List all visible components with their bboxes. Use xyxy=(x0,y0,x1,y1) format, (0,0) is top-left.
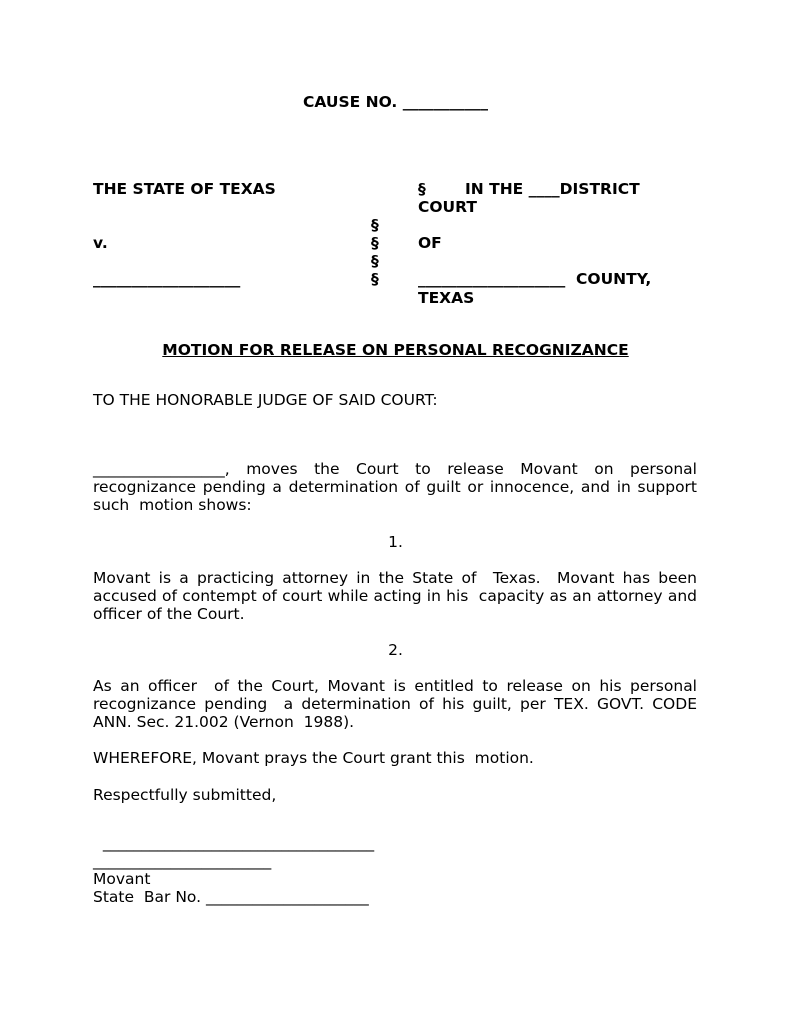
intro-line: _________________, moves the Court to release Movant on personal xyxy=(93,460,697,478)
court-line-3: OF xyxy=(418,234,442,252)
prayer-paragraph: WHEREFORE, Movant prays the Court grant this motion. xyxy=(93,749,534,767)
section-line: recognizance pending a determination of his guilt, per TEX. GOVT. CODE xyxy=(93,695,697,713)
section-number: 2. xyxy=(388,641,403,659)
state-bar-number: State Bar No. _____________________ xyxy=(93,888,369,906)
intro-line: recognizance pending a determination of guilt or innocence, and in support xyxy=(93,478,697,496)
cause-number: CAUSE NO. ___________ xyxy=(303,93,488,111)
section-line: Movant is a practicing attorney in the State of Texas. Movant has been xyxy=(93,569,697,587)
section-line: As an officer of the Court, Movant is entitled to release on his personal xyxy=(93,677,697,695)
court-line-2: COURT xyxy=(418,198,477,216)
document-title: MOTION FOR RELEASE ON PERSONAL RECOGNIZANCE xyxy=(162,341,629,359)
versus-label: v. xyxy=(93,234,108,252)
section-mark: § xyxy=(371,252,379,270)
section-number: 1. xyxy=(388,533,403,551)
salutation: TO THE HONORABLE JUDGE OF SAID COURT: xyxy=(93,391,438,409)
section-mark: § xyxy=(371,270,379,288)
section-mark: § xyxy=(371,216,379,234)
county-line: ___________________ COUNTY, xyxy=(418,270,652,288)
signature-line: ___________________________________ xyxy=(93,834,375,852)
section-mark: § xyxy=(418,180,426,198)
signature-line: _______________________ xyxy=(93,852,272,870)
section-mark: § xyxy=(371,234,379,252)
section-paragraph xyxy=(93,677,697,731)
defendant-blank: ___________________ xyxy=(93,270,241,288)
section-paragraph xyxy=(93,569,697,623)
section-line: ANN. Sec. 21.002 (Vernon 1988). xyxy=(93,713,355,731)
intro-line: such motion shows: xyxy=(93,496,252,514)
court-line-1: IN THE ____DISTRICT xyxy=(465,180,640,198)
state-line: TEXAS xyxy=(418,289,475,307)
closing-text: Respectfully submitted, xyxy=(93,786,277,804)
movant-label: Movant xyxy=(93,870,151,888)
intro-paragraph xyxy=(93,460,697,514)
plaintiff-name: THE STATE OF TEXAS xyxy=(93,180,276,198)
section-line: accused of contempt of court while acting in his capacity as an attorney and xyxy=(93,587,697,605)
section-line: officer of the Court. xyxy=(93,605,245,623)
